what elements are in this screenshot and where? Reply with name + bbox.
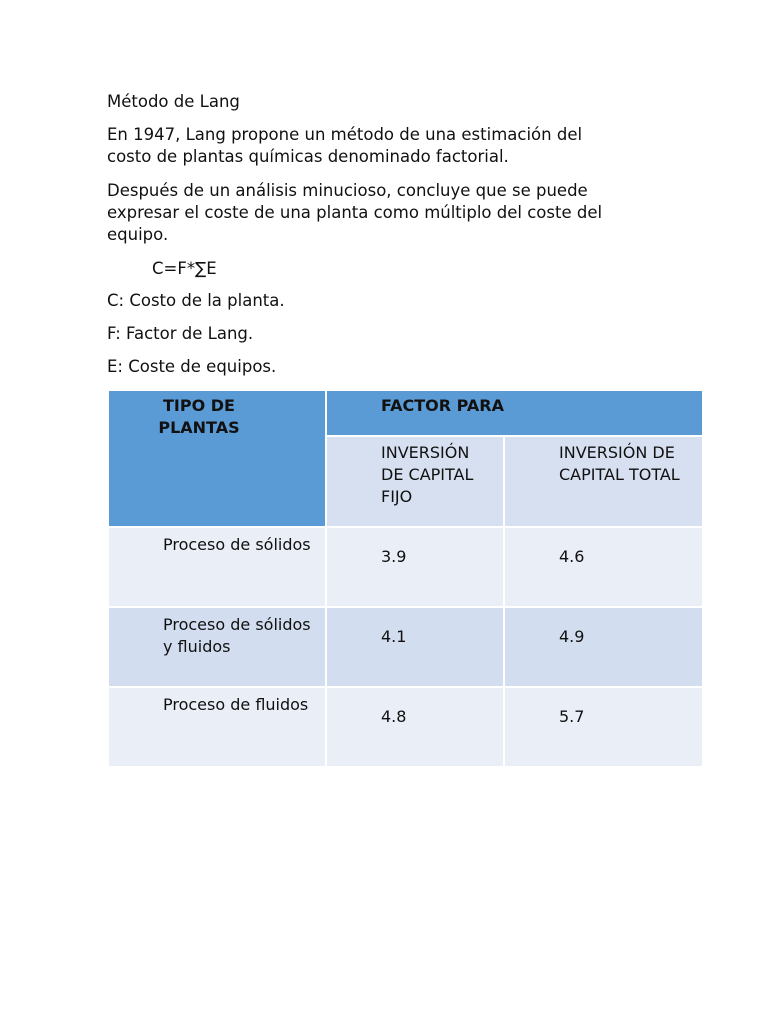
table-row <box>108 687 703 767</box>
table-row <box>108 607 703 687</box>
lang-factor-table <box>107 389 704 768</box>
row-factor-total: 5.7 <box>504 687 703 767</box>
row-factor-fijo: 4.8 <box>326 687 504 767</box>
row-factor-fijo: 4.1 <box>326 607 504 687</box>
row-factor-total: 4.9 <box>504 607 703 687</box>
definition-c: C: Costo de la planta. <box>107 291 285 310</box>
doc-title: Método de Lang <box>107 92 240 111</box>
lang-formula: C=F*∑E <box>152 259 217 278</box>
definition-f: F: Factor de Lang. <box>107 324 254 343</box>
header-factor-para: FACTOR PARA <box>326 390 703 436</box>
table-row <box>108 527 703 607</box>
subheader-capital-fijo: INVERSIÓN DE CAPITAL FIJO <box>326 436 504 527</box>
row-plant-type: Proceso de fluidos <box>108 687 326 767</box>
subheader-capital-total: INVERSIÓN DE CAPITAL TOTAL <box>504 436 703 527</box>
intro-paragraph: En 1947, Lang propone un método de una estimación del costo de plantas químicas denominado factorial. <box>107 125 583 166</box>
analysis-paragraph: Después de un análisis minucioso, concluye que se puede expresar el coste de una planta como múltiplo del coste del equipo. <box>107 181 603 244</box>
row-plant-type: Proceso de sólidos <box>108 527 326 607</box>
row-plant-type: Proceso de sólidos y fluidos <box>108 607 326 687</box>
row-factor-fijo: 3.9 <box>326 527 504 607</box>
definition-e: E: Coste de equipos. <box>107 357 277 376</box>
header-tipo-de-plantas: TIPO DE PLANTAS <box>108 390 326 527</box>
row-factor-total: 4.6 <box>504 527 703 607</box>
